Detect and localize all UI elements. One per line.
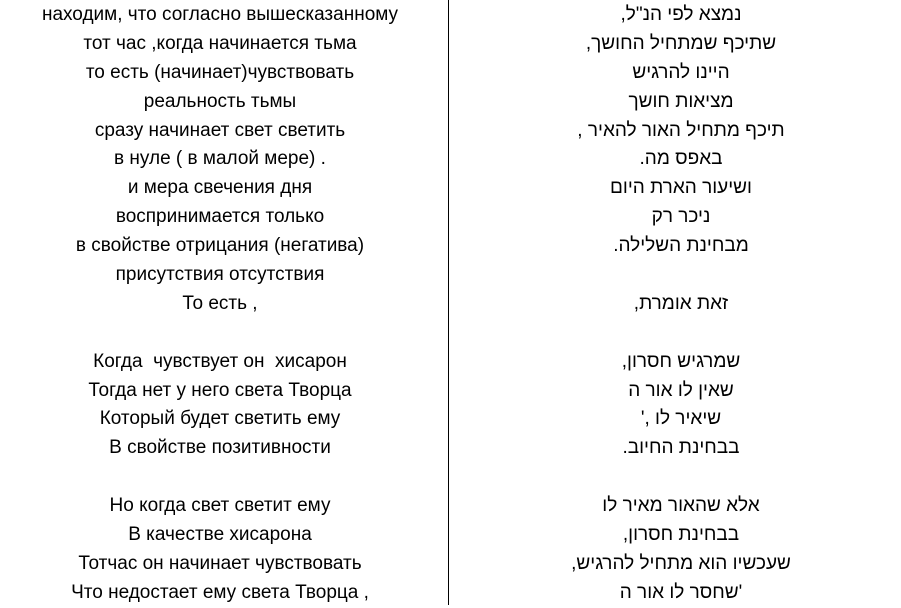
russian-line: в нуле ( в малой мере) . <box>114 148 326 170</box>
hebrew-line: זאת אומרת, <box>633 292 729 314</box>
russian-line: Когда чувствует он хисарон <box>93 350 347 372</box>
hebrew-line: בבחינת חסרון, <box>622 524 740 546</box>
russian-line: реальность тьмы <box>143 90 297 112</box>
russian-line: и мера свечения дня <box>127 177 313 199</box>
hebrew-line: ושיעור הארת היום <box>610 177 752 199</box>
russian-line: В качестве хисарона <box>128 524 312 546</box>
hebrew-line: אלא שהאור מאיר לו <box>602 495 760 517</box>
hebrew-line: בבחינת החיוב. <box>622 437 740 459</box>
hebrew-text-column <box>458 1 901 608</box>
russian-line: то есть (начинает)чувствовать <box>85 61 355 83</box>
hebrew-line: באפס מה. <box>639 148 723 170</box>
russian-line: Тотчас он начинает чувствовать <box>78 552 362 574</box>
russian-line: Но когда свет светит ему <box>109 495 331 517</box>
russian-text-column <box>0 1 440 608</box>
russian-line: В свойстве позитивности <box>109 437 331 459</box>
hebrew-line: מציאות חושך <box>628 90 734 112</box>
russian-line: в свойстве отрицания (негатива) <box>75 235 365 257</box>
russian-line: воспринимается только <box>115 206 325 228</box>
russian-line: сразу начинает свет светить <box>94 119 346 141</box>
russian-line: Который будет светить ему <box>99 408 341 430</box>
hebrew-line: ניכר רק <box>651 206 711 228</box>
hebrew-line-blank <box>458 463 901 492</box>
russian-line-blank <box>0 463 440 492</box>
russian-line: тот час ,когда начинается тьма <box>83 32 357 54</box>
hebrew-line: שמרגיש חסרון, <box>621 350 741 372</box>
hebrew-line: 'שחסר לו אור ה <box>619 581 743 603</box>
russian-line: То есть , <box>182 292 258 314</box>
hebrew-line: מבחינת השלילה. <box>613 235 749 257</box>
hebrew-line: שתיכף שמתחיל החושך, <box>585 32 777 54</box>
russian-line: Что недостает ему света Творца , <box>71 581 369 603</box>
russian-line-blank <box>0 319 440 348</box>
hebrew-line-blank <box>458 319 901 348</box>
russian-line: присутствия отсутствия <box>115 264 325 286</box>
hebrew-line: שעכשיו הוא מתחיל להרגיש, <box>571 552 791 574</box>
hebrew-line: שיאיר לו ,' <box>640 408 722 430</box>
hebrew-line: היינו להרגיש <box>632 61 730 83</box>
hebrew-line: שאין לו אור ה <box>628 379 734 401</box>
russian-line: находим, что согласно вышесказанному <box>41 4 399 25</box>
russian-line: Тогда нет у него света Творца <box>88 379 352 401</box>
column-divider <box>448 0 449 605</box>
hebrew-line: תיכף מתחיל האור להאיר , <box>577 119 785 141</box>
hebrew-line: נמצא לפי הנ"ל, <box>620 4 742 25</box>
hebrew-line-blank <box>458 261 901 290</box>
